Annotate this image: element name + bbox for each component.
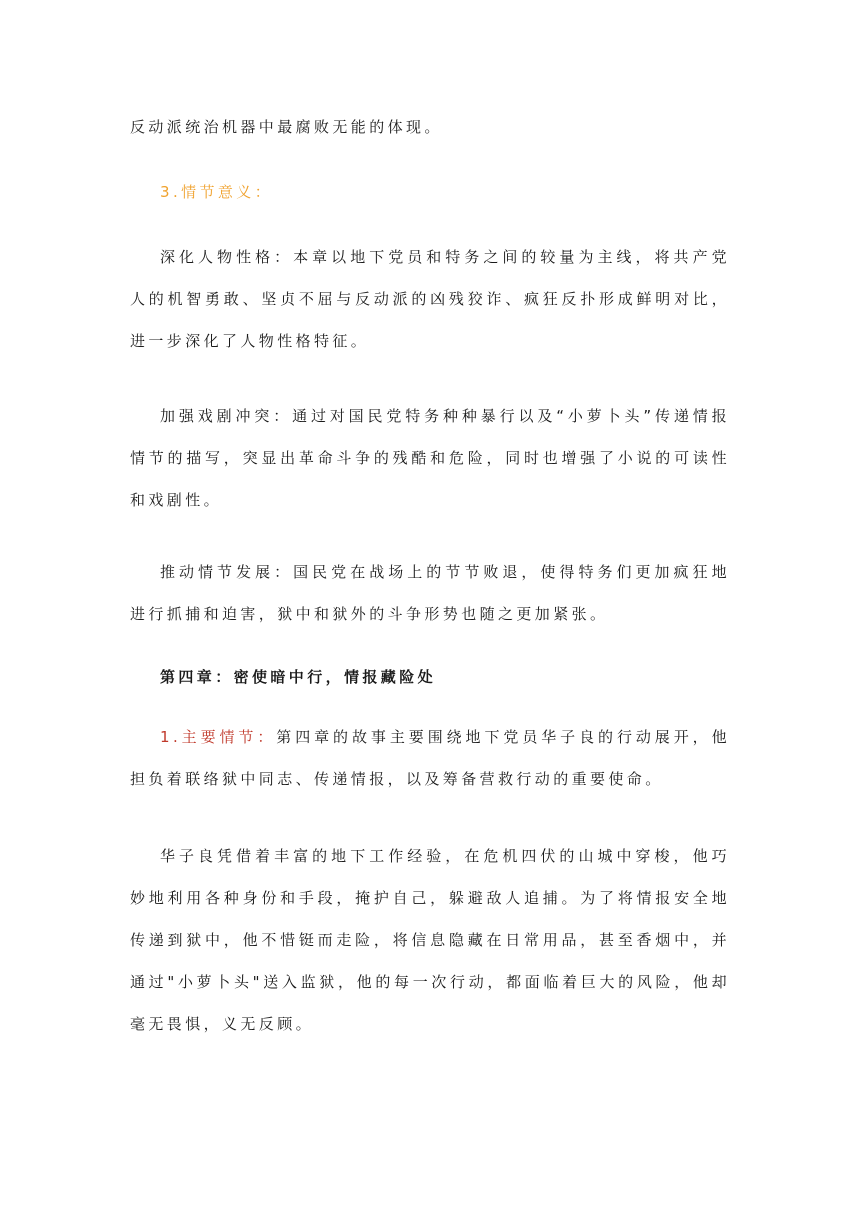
section-heading-significance: 3.情节意义： [160, 183, 274, 201]
paragraph-continuation: 反动派统治机器中最腐败无能的体现。 [130, 118, 443, 136]
paragraph-deepen-character: 深化人物性格：本章以地下党员和特务之间的较量为主线，将共产党人的机智勇敢、坚贞不屈与反动派的凶残狡诈、疯狂反扑形成鲜明对比，进一步深化了人物性格特征。 [130, 248, 730, 350]
chapter-title: 第四章：密使暗中行，情报藏险处 [160, 668, 437, 686]
section-heading-main-plot: 1.主要情节： [160, 728, 277, 746]
paragraph-drama-conflict: 加强戏剧冲突：通过对国民党特务种种暴行以及“小萝卜头”传递情报情节的描写，突显出革命斗争的残酷和危险，同时也增强了小说的可读性和戏剧性。 [130, 407, 730, 509]
main-plot-text: 第四章的故事主要围绕地下党员华子良的行动展开，他担负着联络狱中同志、传递情报，以及筹备营救行动的重要使命。 [130, 728, 730, 788]
paragraph-main-plot [130, 716, 730, 800]
paragraph-plot-development: 推动情节发展：国民党在战场上的节节败退，使得特务们更加疯狂地进行抓捕和迫害，狱中和狱外的斗争形势也随之更加紧张。 [130, 563, 730, 623]
paragraph-hua-ziliang: 华子良凭借着丰富的地下工作经验，在危机四伏的山城中穿梭，他巧妙地利用各种身份和手段，掩护自己，躲避敌人追捕。为了将情报安全地传递到狱中，他不惜铤而走险，将信息隐藏在日常用品，甚至香烟中，并通过"小萝卜头"送入监狱，他的每一次行动，都面临着巨大的风险，他却毫无畏惧，义无反顾。 [130, 847, 730, 1033]
